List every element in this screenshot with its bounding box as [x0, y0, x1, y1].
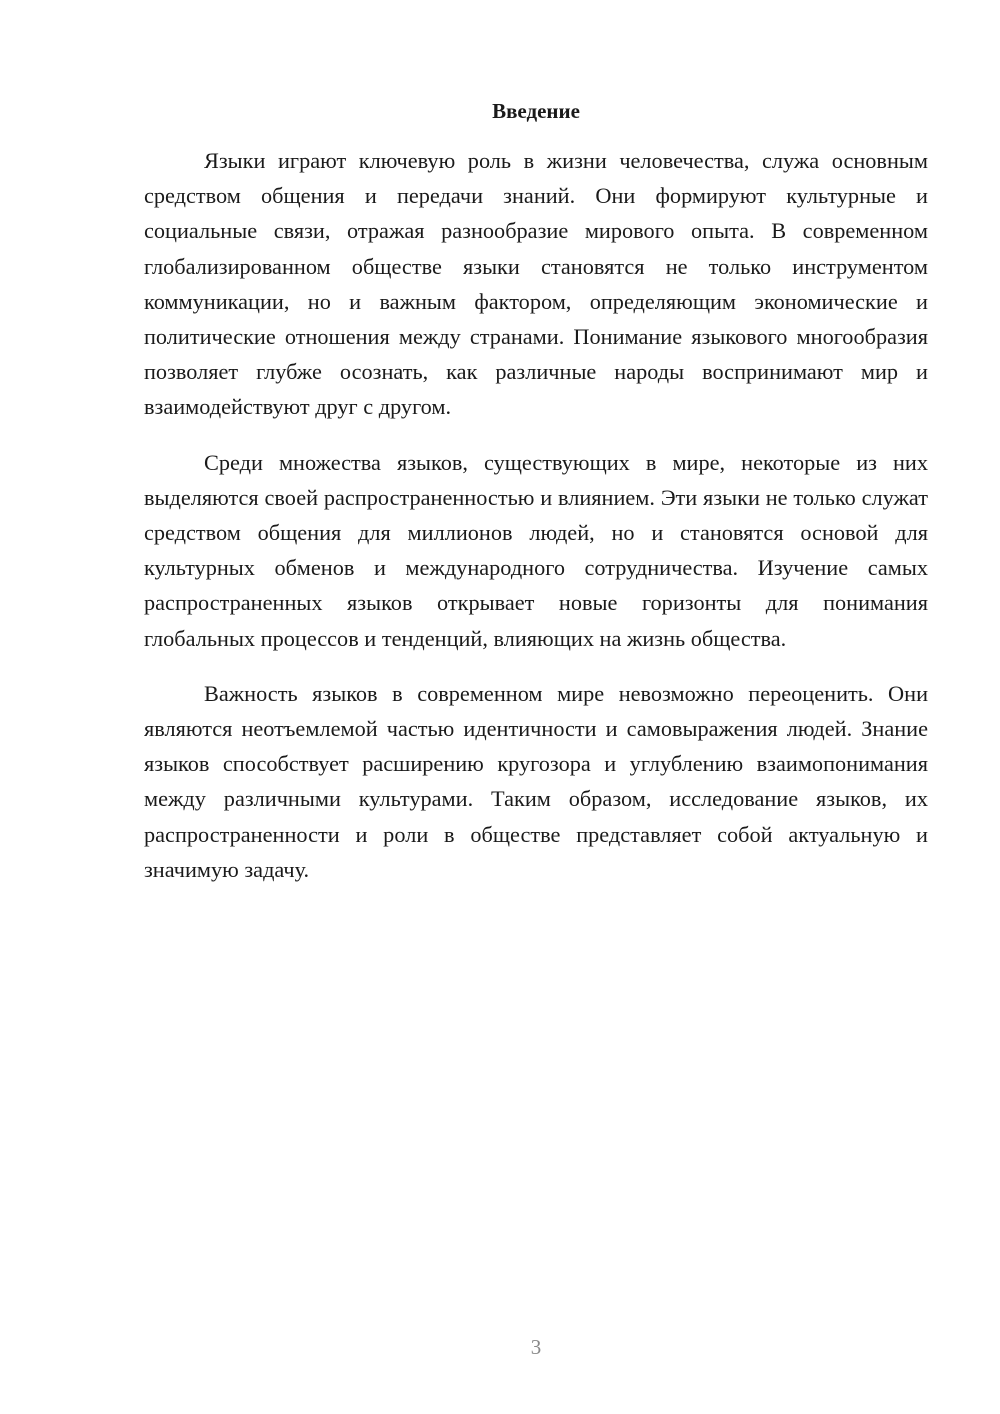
body-text	[144, 143, 928, 907]
paragraph-1: Языки играют ключевую роль в жизни человечества, служа основным средством общения и передачи знаний. Они формируют культурные и социальные связи, отражая разнообразие мирового опыта. В современном глобализированном обществе языки становятся не только инструментом коммуникации, но и важным фактором, определяющим экономические и политические отношения между странами. Понимание языкового многообразия позволяет глубже осознать, как различные народы воспринимают мир и взаимодействуют друг с другом.	[144, 148, 928, 420]
section-heading: Введение	[492, 99, 580, 123]
page-number: 3	[530, 1335, 542, 1359]
paragraph-2: Среди множества языков, существующих в мире, некоторые из них выделяются своей распространенностью и влиянием. Эти языки не только служат средством общения для миллионов людей, но и становятся основой для культурных обменов и международного сотрудничества. Изучение самых распространенных языков открывает новые горизонты для понимания глобальных процессов и тенденций, влияющих на жизнь общества.	[144, 449, 928, 651]
paragraph-3: Важность языков в современном мире невозможно переоценить. Они являются неотъемлемой частью идентичности и самовыражения людей. Знание языков способствует расширению кругозора и углублению взаимопонимания между различными культурами. Таким образом, исследование языков, их распространенности и роли в обществе представляет собой актуальную и значимую задачу.	[144, 680, 928, 882]
